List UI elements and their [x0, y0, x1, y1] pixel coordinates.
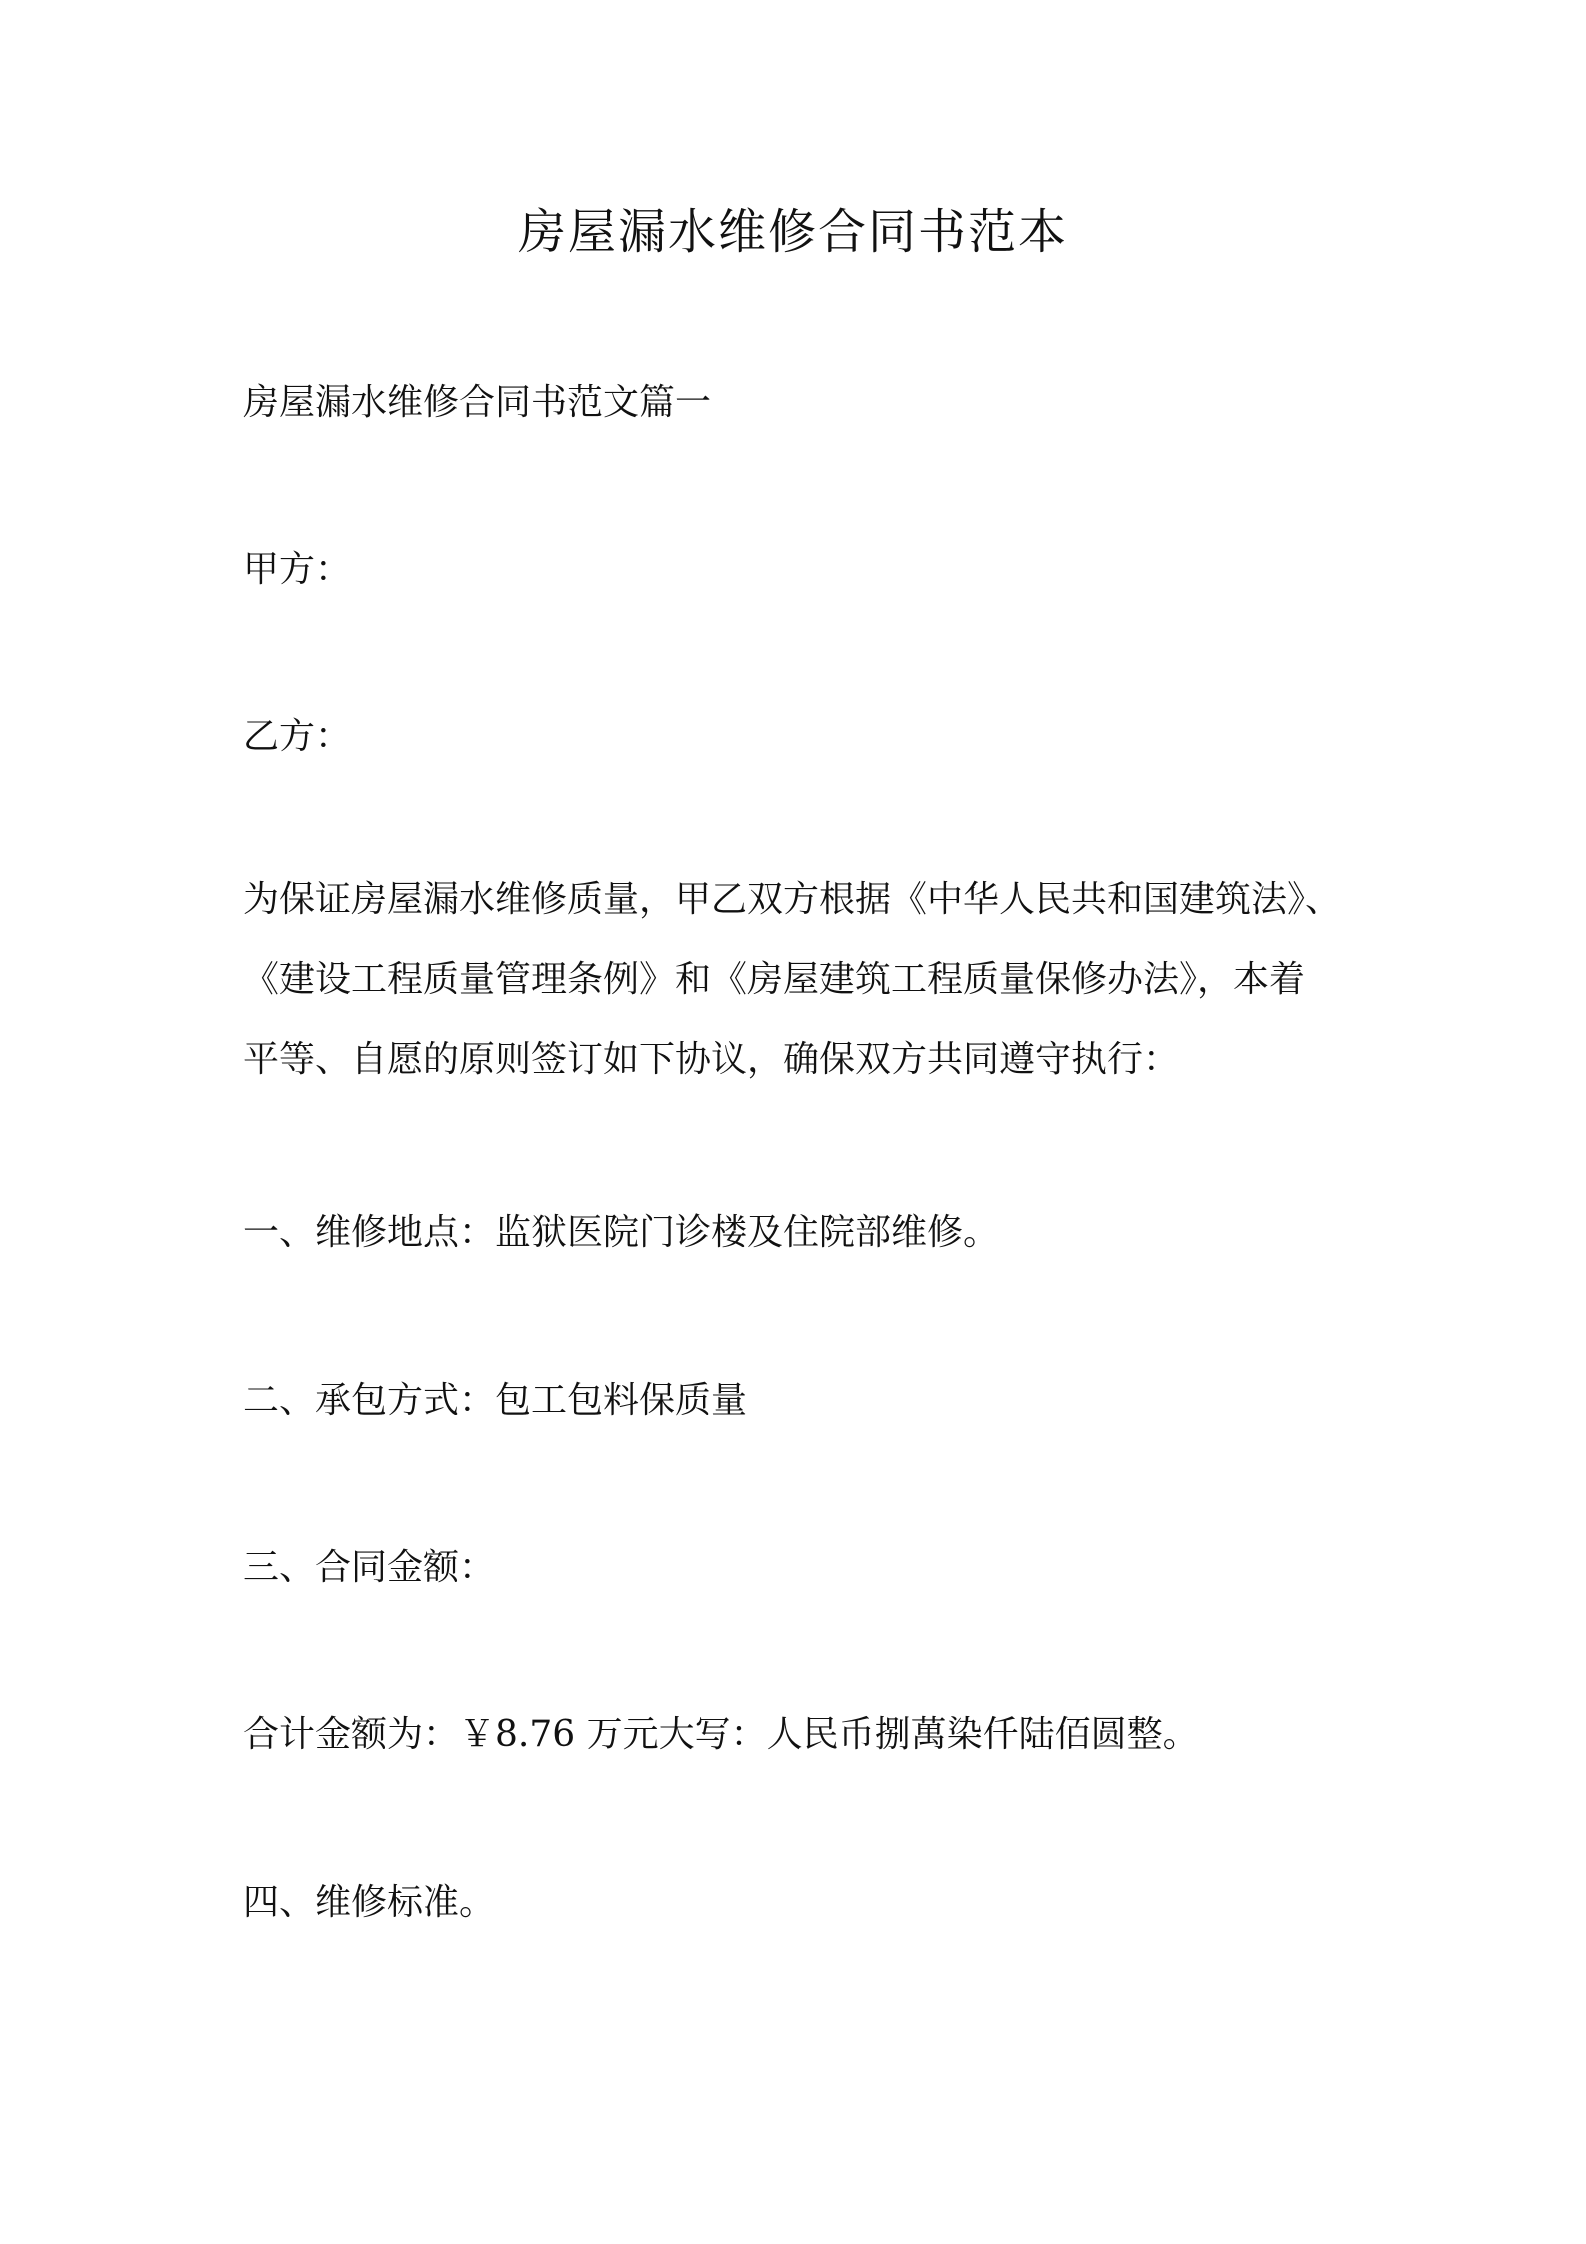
- preamble-line-2: 《建设工程质量管理条例》和《房屋建筑工程质量保修办法》，本着: [243, 959, 1306, 1000]
- document-title: 房屋漏水维修合同书范本: [517, 204, 1068, 260]
- party-a-label: 甲方：: [243, 549, 352, 590]
- clause-1-repair-location: 一、维修地点：监狱医院门诊楼及住院部维修。: [243, 1212, 1000, 1253]
- preamble-paragraph: [243, 860, 1363, 1100]
- amount-total-line: 合计金额为：￥8.76 万元大写：人民币捌萬染仟陆佰圆整。: [243, 1714, 1199, 1755]
- clause-3-contract-amount: 三、合同金额：: [243, 1547, 496, 1588]
- clause-4-repair-standard: 四、维修标准。: [243, 1882, 496, 1923]
- preamble-line-3: 平等、自愿的原则签订如下协议，确保双方共同遵守执行：: [243, 1039, 1180, 1080]
- document-subtitle: 房屋漏水维修合同书范文篇一: [243, 382, 712, 423]
- clause-2-contract-method: 二、承包方式：包工包料保质量: [243, 1380, 748, 1421]
- preamble-line-1: 为保证房屋漏水维修质量，甲乙双方根据《中华人民共和国建筑法》、: [243, 879, 1342, 920]
- party-b-label: 乙方：: [243, 716, 352, 757]
